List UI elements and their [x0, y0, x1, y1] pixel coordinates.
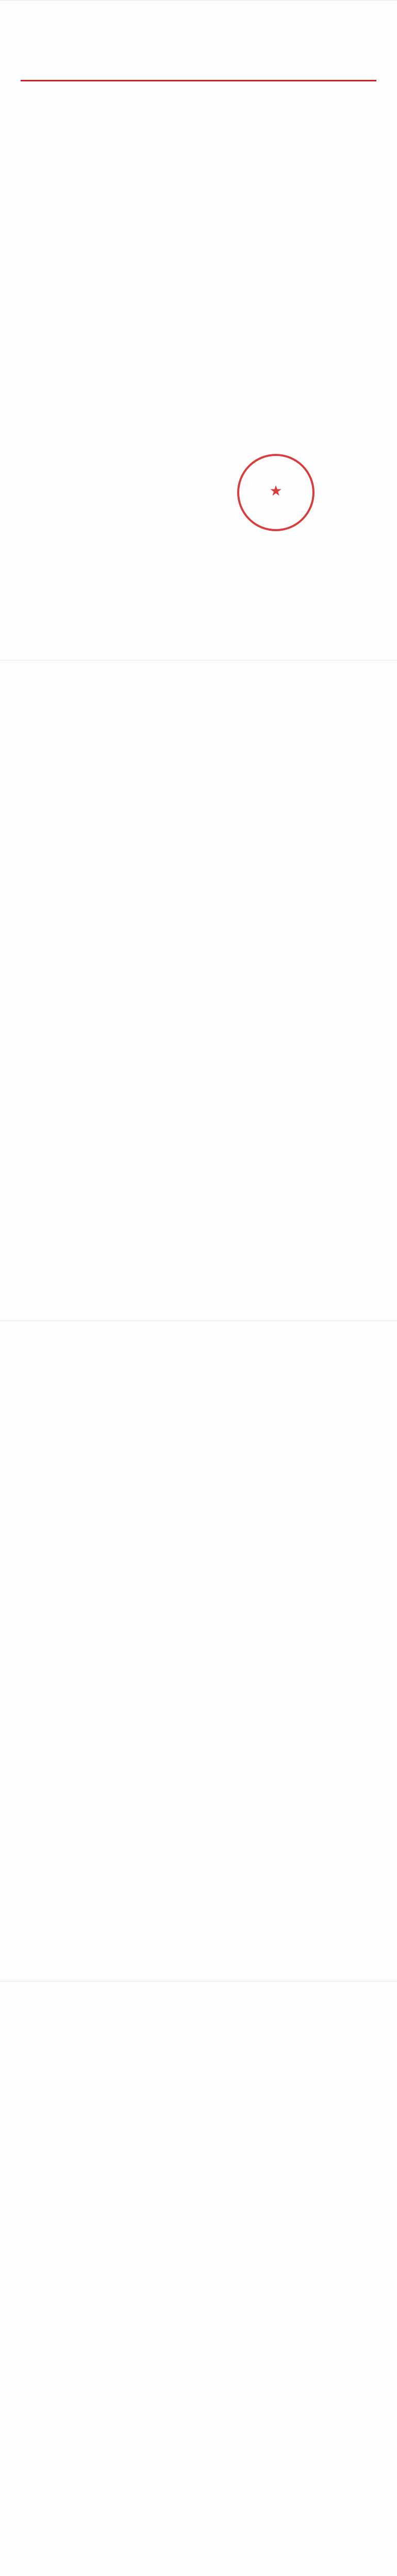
page2-body — [31, 738, 366, 741]
page1-body — [31, 243, 366, 246]
official-seal — [237, 454, 315, 531]
document-page-4 — [0, 1981, 397, 2576]
page4-body — [31, 2018, 366, 2021]
document-page-3 — [0, 1320, 397, 1981]
page3-body — [31, 1357, 366, 1360]
red-header-title — [21, 21, 376, 54]
red-divider — [21, 80, 376, 81]
star-icon: ★ — [269, 482, 283, 499]
document-page-2 — [0, 660, 397, 1320]
document-page-1 — [0, 0, 397, 660]
